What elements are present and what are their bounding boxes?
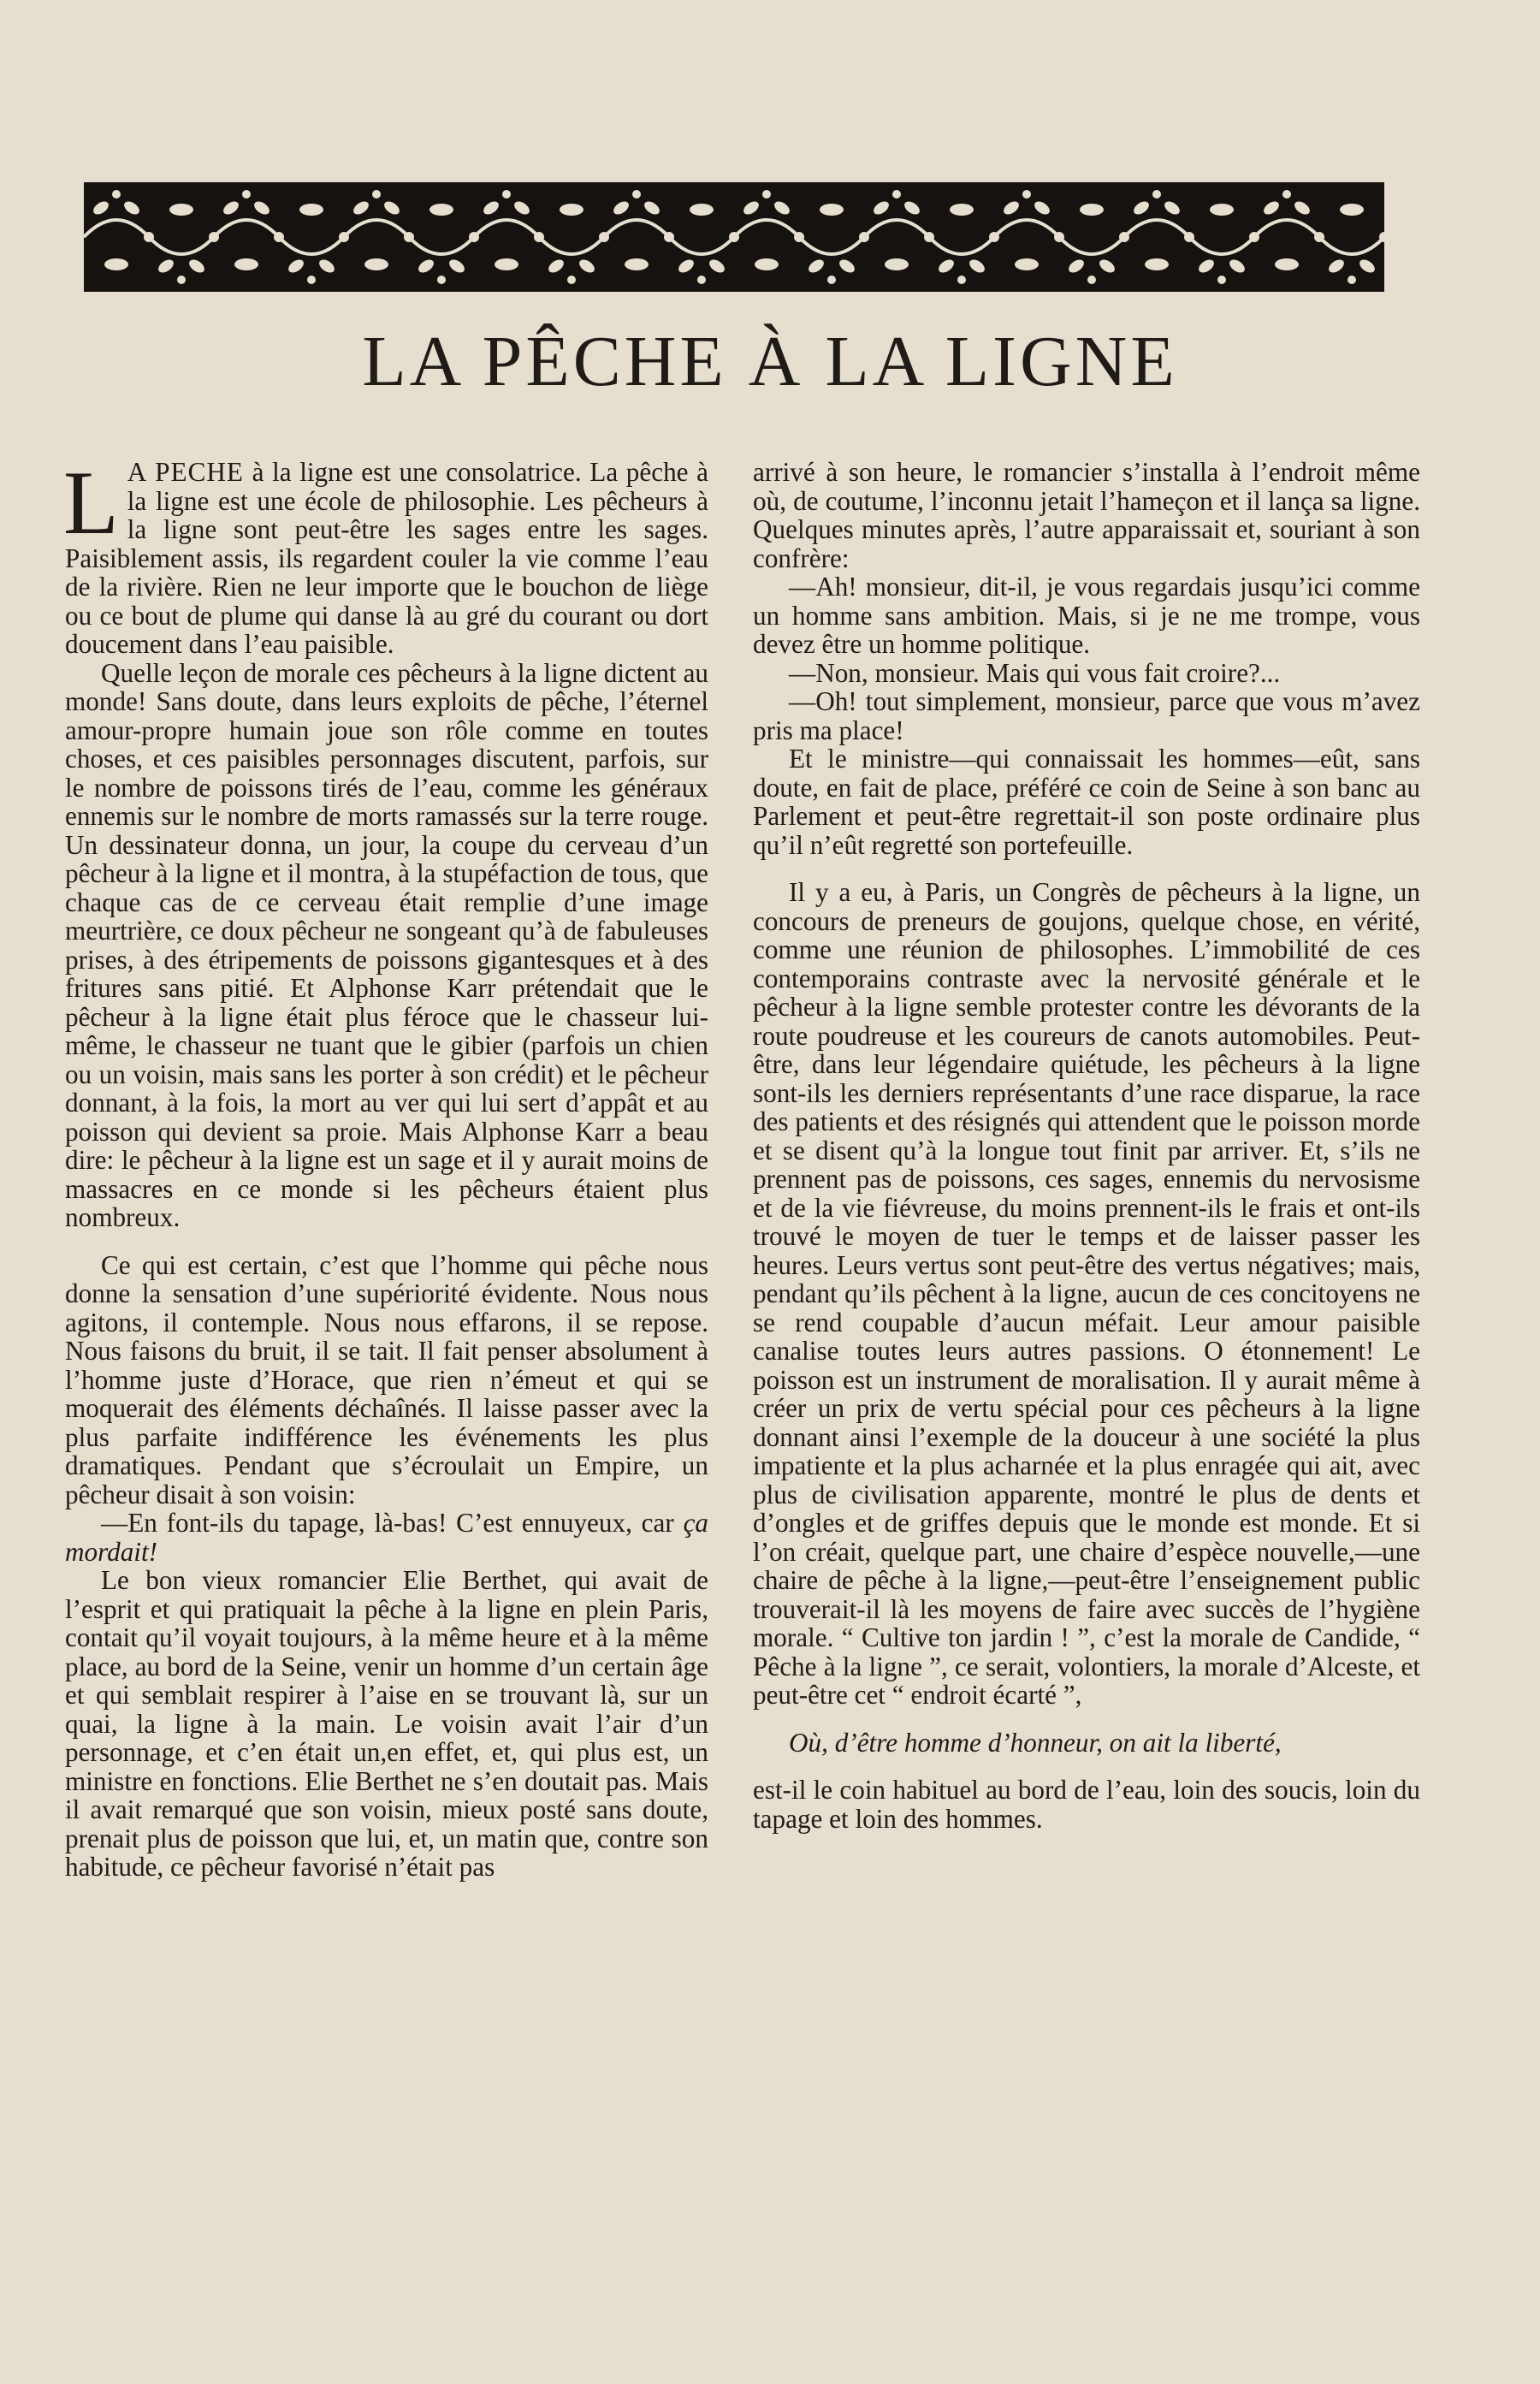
- dialogue-text: —En font-ils du tapage, là-bas! C’est ennuyeux, car: [101, 1508, 684, 1538]
- paragraph: est-il le coin habituel au bord de l’eau, loin des soucis, loin du tapage et loin des hommes.: [753, 1775, 1420, 1834]
- paragraph: —Oh! tout simplement, monsieur, parce que vous m’avez pris ma place!: [753, 686, 1420, 745]
- paragraph: Il y a eu, à Paris, un Congrès de pêcheurs à la ligne, un concours de preneurs de goujons, quelque chose, en vérité, comme une réunion de philosophes. L’immobilité de ces contemporains contraste avec la nervosité générale et le pêcheur à la ligne semble protester contre les dévorants de la route poudreuse et les coureurs de canots automobiles. Peut-être, dans leur légendaire quiétude, les pêcheurs à la ligne sont-ils les derniers représentants d’une race disparue, la race des patients et des résignés qui attendent que le poisson morde et se disent qu’à la longue tout finit par arriver. Et, s’ils ne prennent pas de poissons, ces sages, ennemis du nervosisme et de la vie fiévreuse, du moins prennent-ils le frais et ont-ils trouvé le moyen de tuer le temps et de laisser passer les heures. Leurs vertus sont peut-être des vertus négatives; mais, pendant qu’ils pêchent à la ligne, aucun de ces concitoyens ne se rend coupable d’aucun méfait. Leur amour paisible canalise toutes leurs autres passions. O étonnement! Le poisson est un instrument de moralisation. Il y aurait même à créer un prix de vertu spécial pour ces pêcheurs à la ligne donnant ainsi l’exemple de la douceur à une société la plus impatiente et la plus acharnée et la plus enragée qui ait, avec plus de civilisation apparente, montré le plus de dents et d’ongles et de griffes depuis que le monde est monde. Et si l’on créait, quelque part, une chaire d’espèce nouvelle,—une chaire de pêche à la ligne,—peut-être l’enseignement public trouverait-il là les moyens de faire avec succès de l’hygiène morale. “ Cultive ton jardin ! ”, c’est la morale de Candide, “ Pêche à la ligne ”, ce serait, volontiers, la morale d’Alceste, et peut-être cet “ endroit écarté ”,: [753, 877, 1420, 1710]
- paragraph: Quelle leçon de morale ces pêcheurs à la ligne dictent au monde! Sans doute, dans leurs exploits de pêche, l’éternel amour-propre humain joue son rôle comme en toutes choses, et ces paisibles personnages discutent, parfois, sur le nombre de poissons tirés de l’eau, comme les généraux ennemis sur le nombre de morts ramassés sur la terre rouge. Un dessinateur donna, un jour, la coupe du cerveau d’un pêcheur à la ligne et il montra, à la stupéfaction de tous, que chaque cas de ce cerveau était remplie d’une image meurtrière, ce doux pêcheur ne songeant qu’à de fabuleuses prises, à des étripements de poissons gigantesques et à des fritures sans pitié. Et Alphonse Karr prétendait que le pêcheur à la ligne était plus féroce que le chasseur lui-même, le chasseur ne tuant que le gibier (parfois un chien ou un voisin, mais sans les porter à son crédit) et le pêcheur donnant, à la fois, la mort au ver qui lui sert d’appât et au poisson qui devient sa proie. Mais Alphonse Karr a beau dire: le pêcheur à la ligne est un sage et il y aurait moins de massacres en ce monde si les pêcheurs étaient plus nombreux.: [65, 657, 708, 1232]
- floral-ornament-icon: [84, 182, 1384, 292]
- page-title: LA PÊCHE À LA LIGNE: [362, 322, 1178, 401]
- opening-caps: A PECHE: [127, 457, 244, 487]
- paragraph: —Ah! monsieur, dit-il, je vous regardais jusqu’ici comme un homme sans ambition. Mais, si je ne me trompe, vous devez être un homme politique.: [753, 572, 1420, 659]
- paragraph-text: à la ligne est une consolatrice. La pêche à la ligne est une école de philosophie. Les pêcheurs à la ligne sont peut-être les sages entre les sages. Paisiblement assis, ils regardent couler la vie comme l’eau de la rivière. Rien ne leur importe que le bouchon de liège ou ce bout de plume qui danse là au gré du courant ou dort doucement dans l’eau paisible.: [65, 457, 708, 659]
- opening-paragraph: [63, 453, 708, 659]
- paragraph: —Non, monsieur. Mais qui vous fait croire?...: [789, 657, 1281, 688]
- paragraph: Et le ministre—qui connaissait les hommes—eût, sans doute, en fait de place, préféré ce coin de Seine à son banc au Parlement et peut-être regrettait-il son poste ordinaire plus qu’il n’eût regretté son portefeuille.: [753, 744, 1420, 860]
- paragraph: [65, 1509, 708, 1566]
- verse-quote: Où, d’être homme d’honneur, on ait la liberté,: [789, 1727, 1282, 1758]
- right-column: [753, 458, 1420, 1833]
- dropcap: L: [63, 453, 119, 553]
- paragraph: Ce qui est certain, c’est que l’homme qui pêche nous donne la sensation d’une supériorité évidente. Nous nous agitons, il contemple. Nous nous effarons, il se repose. Nous faisons du bruit, il se tait. Il fait penser absolument à l’homme juste d’Horace, que rien n’émeut et qui se moquerait des éléments déchaînés. Il laisse passer avec la plus parfaite indifférence les événements les plus dramatiques. Pendant que s’écroulait un Empire, un pêcheur disait à son voisin:: [65, 1249, 708, 1509]
- left-column: [63, 453, 708, 1882]
- paragraph: Le bon vieux romancier Elie Berthet, qui avait de l’esprit et qui pratiquait la pêche à la ligne en plein Paris, contait qu’il voyait toujours, à la même heure et à la même place, au bord de la Seine, venir un homme d’un certain âge et qui semblait respirer à l’aise en se trouvant là, sur un quai, la ligne à la main. Le voisin avait l’air d’un personnage, et c’en était un,en effet, et, qui plus est, un ministre en fonctions. Elie Berthet ne s’en doutait pas. Mais il avait remarqué que son voisin, mieux posté sans doute, prenait plus de poisson que lui, et, un matin que, contre son habitude, ce pêcheur favorisé n’était pas: [65, 1565, 708, 1882]
- italic-text: ça mordait!: [65, 1508, 708, 1567]
- paragraph: arrivé à son heure, le romancier s’installa à l’endroit même où, de coutume, l’inconnu jetait l’hameçon et il lança sa ligne. Quelques minutes après, l’autre apparaissait et, souriant à son confrère:: [753, 457, 1420, 573]
